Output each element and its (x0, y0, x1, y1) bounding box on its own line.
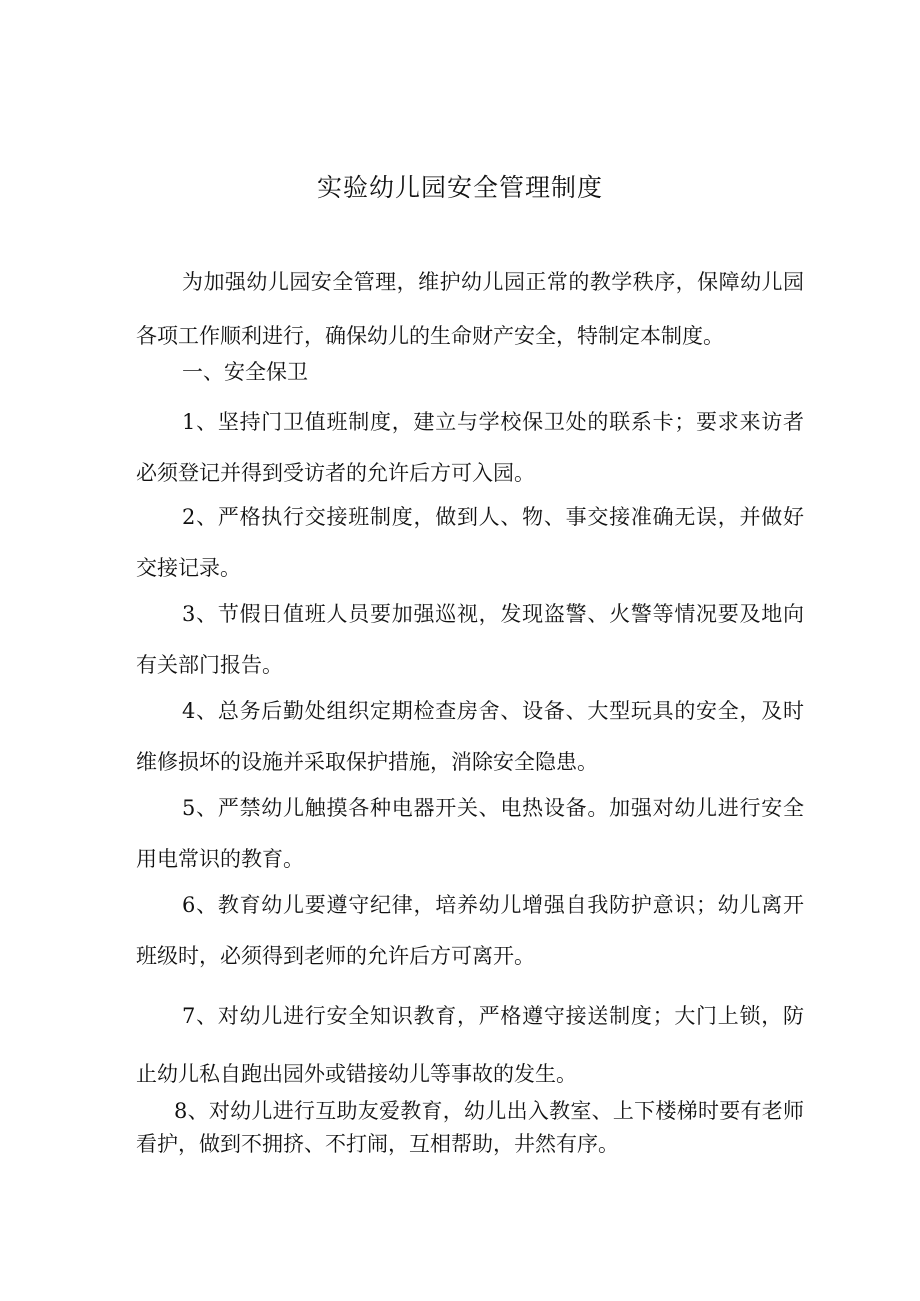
document-title: 实验幼儿园安全管理制度 (316, 173, 603, 202)
rule-item-2: 2、严格执行交接班制度，做到人、物、事交接准确无误，并做好交接记录。 (136, 505, 804, 580)
rule-item-4: 4、总务后勤处组织定期检查房舍、设备、大型玩具的安全，及时维修损坏的设施并采取保护措施，消除安全隐患。 (136, 699, 804, 774)
intro-paragraph: 为加强幼儿园安全管理，维护幼儿园正常的教学秩序，保障幼儿园各项工作顺利进行，确保幼儿的生命财产安全，特制定本制度。 (136, 270, 804, 348)
rule-item-5: 5、严禁幼儿触摸各种电器开关、电热设备。加强对幼儿进行安全用电常识的教育。 (136, 796, 804, 871)
rule-item-7: 7、对幼儿进行安全知识教育，严格遵守接送制度；大门上锁，防止幼儿私自跑出园外或错接幼儿等事故的发生。 (136, 1004, 804, 1086)
rule-item-6: 6、教育幼儿要遵守纪律，培养幼儿增强自我防护意识；幼儿离开班级时，必须得到老师的允许后方可离开。 (136, 893, 804, 968)
section-heading: 一、安全保卫 (182, 360, 308, 384)
rule-item-3: 3、节假日值班人员要加强巡视，发现盗警、火警等情况要及地向有关部门报告。 (136, 602, 804, 677)
rule-item-8: 8、对幼儿进行互助友爱教育，幼儿出入教室、上下楼梯时要有老师看护，做到不拥挤、不打闹，互相帮助，井然有序。 (136, 1099, 804, 1156)
rule-item-1: 1、坚持门卫值班制度，建立与学校保卫处的联系卡；要求来访者必须登记并得到受访者的允许后方可入园。 (136, 410, 804, 485)
